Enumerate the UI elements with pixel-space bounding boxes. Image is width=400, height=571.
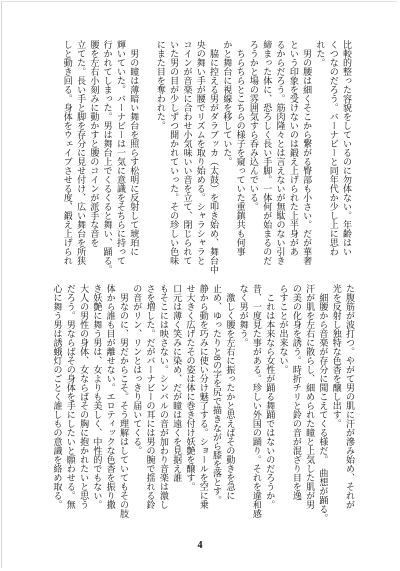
text-line: 昔、一度見た事がある。珍しい外国の踊り。それを違和感 <box>251 284 262 518</box>
text-line: ちらちらとこちらの様子を窺っていた重鎮共も何事 <box>235 40 246 256</box>
text-line: 体から誰も目が離せない。エロティックな色香を振り撒 <box>105 284 116 509</box>
text-line: コインが音楽に合わせ小気味いい音を立て、閉じられて <box>182 40 193 265</box>
text-line: 止め、ゆったりと8の字を尻で描きながら膝を落とす。 <box>212 284 223 505</box>
text-line: 腰を左右小刻みに動かすと腰のコインが派手な音を <box>89 40 100 247</box>
text-line: 行かれてしまった。男は舞台上でくるくると舞い、踊る。 <box>102 40 113 274</box>
text-line: 立てた。長い手と脚を存分に見せ付け、広い舞台を所狭 <box>76 40 87 265</box>
text-line: 男の腰は細くそこから繋がる臀部も小さい。だが華奢 <box>302 40 313 265</box>
text-line: もそこには映さない。シンバルの音が加わり音楽は激し <box>158 284 169 509</box>
text-line: だろう。男ならばその身体を手にしたいと願わせる。無 <box>65 284 76 509</box>
upper-text-block <box>60 40 353 276</box>
text-line: 央の舞い手が腰でリズムを取り始める。シャラシャラと <box>195 40 206 265</box>
lower-text-block <box>50 284 356 523</box>
text-line: の音がリン、リンとはっきり届いてくる。 <box>132 284 143 455</box>
text-line: 大人の男性の身体、女ならばその胸に抱かれたいと思う <box>79 284 90 509</box>
text-line: いた男の目が少しずつ開かれていった。その珍しい色味 <box>169 40 180 265</box>
text-line: しと動き回る。身体をウェイブさせる度、鍛え上げられ <box>62 40 73 265</box>
text-line: 光を反射し独特な色香を醸し出す。 <box>331 284 342 428</box>
text-line: 激しく腰を左右に振ったかと思えばその動きを急に <box>225 284 236 500</box>
page-number: 4 <box>197 540 203 551</box>
text-line: さを増した。だがバーナビーの耳には男の腕で揺れる鈴 <box>145 284 156 509</box>
text-line: ろうかと場の雰囲気すら呑み込んでいる。 <box>248 40 259 211</box>
text-line: れた。 <box>315 40 326 67</box>
text-line: 輝いていた。バーナビーは一気に意識をそちらに持って <box>115 40 126 265</box>
text-line: るからだろう。筋肉隆々とは言えないが無駄のない引き <box>275 40 286 265</box>
text-line: 男なのに、男だからこそ。そう理解はしていてもその肢 <box>118 284 129 518</box>
text-line: これは本来なら女性が踊る舞踊ではないのだろうか。 <box>265 284 276 509</box>
text-line: 口元は薄く笑みに染め、だが瞳は遠くを見据え誰 <box>172 284 183 482</box>
text-line: らすことが出来ない。 <box>278 284 289 374</box>
text-line: 比較的整った容貌をしているのに勿体ない。年齢はい <box>342 40 352 256</box>
text-line: き妖艶に舞う男は、女よりも美しく、中性的でもない。 <box>92 284 103 509</box>
text-line: 心に舞う男は誘蛾灯のごとく誰しもの意識を絡め取る。 <box>52 284 63 509</box>
text-line: 締まった体に、恐ろしく長い手脚。一体何が始まるのだ <box>262 40 273 265</box>
text-line: た腹筋が波打つ。やがて男の肌に汗が滲み始め、それが <box>345 284 355 509</box>
text-line: 細腰から音楽が存分に聞こえてくる様だ。 曲想が踊る。 <box>318 284 329 523</box>
text-line: 静から動を巧みに使い分け魅了する。ショールを空に乗 <box>198 284 209 509</box>
text-line: という印象を受けないのは鍛え上げられた上半身があ <box>288 40 299 256</box>
text-line: にまた目を奪われた。 <box>155 40 166 130</box>
text-line: 汗が肌を左右に散らし、細められた瞳と上気した肌が男 <box>305 284 316 509</box>
text-line: の美の化身を誘う。時折チリと鈴の音が混ざり目を逸 <box>291 284 302 500</box>
text-line: 脇に控える男がダラブッカ（太鼓）を叩き始め、舞台中 <box>209 40 220 274</box>
text-line: 男の瞳は薄暗い舞台を照らす松明に反射して琥珀に <box>129 40 140 256</box>
text-line: なく男が舞う。 <box>238 284 249 347</box>
text-line: くつなのだろう。バーナビーと同年代か少し上に思わ <box>328 40 339 256</box>
text-line: かと舞台に視線を移していた。 <box>222 40 233 166</box>
text-line <box>140 40 153 276</box>
text-line: せ大きく広げたその姿は体に巻き付け妖艶を醸す。 <box>185 284 196 491</box>
